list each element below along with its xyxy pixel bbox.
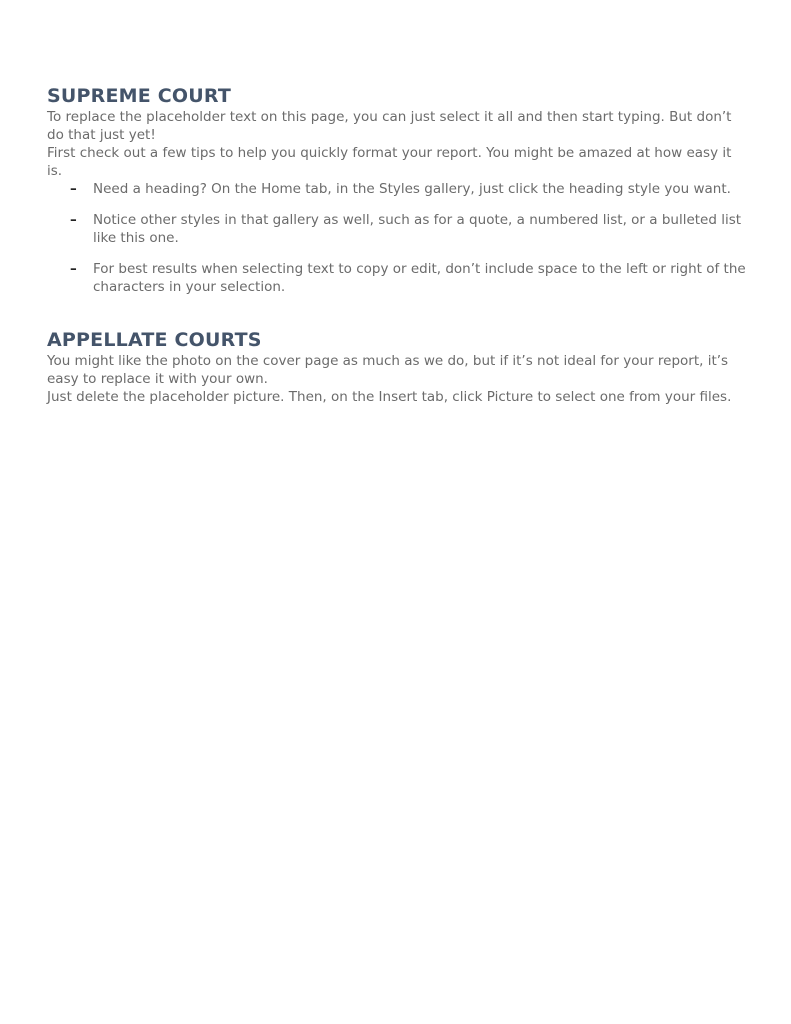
list-item-text: Notice other styles in that gallery as well, such as for a quote, a numbered list, or a bulleted list like this one.	[93, 212, 742, 246]
body-paragraph: First check out a few tips to help you quickly format your report. You might be amazed at how easy it is.	[47, 145, 732, 179]
list-item	[47, 260, 747, 296]
body-paragraph: Just delete the placeholder picture. Then, on the Insert tab, click Picture to select one from your files.	[47, 389, 732, 405]
dash-bullet-icon: –	[70, 212, 77, 228]
body-paragraph: To replace the placeholder text on this page, you can just select it all and then start typing. But don’t do that just yet!	[47, 109, 732, 143]
section-appellate-courts	[47, 328, 747, 406]
section-supreme-court	[47, 84, 747, 296]
body-paragraph: You might like the photo on the cover page as much as we do, but if it’s not ideal for your report, it’s easy to replace it with your own.	[47, 353, 729, 387]
tips-list	[47, 180, 747, 296]
section-heading: APPELLATE COURTS	[47, 329, 262, 351]
list-item-text: For best results when selecting text to copy or edit, don’t include space to the left or right of the characters in your selection.	[93, 261, 746, 295]
document-body	[47, 84, 747, 406]
section-heading: SUPREME COURT	[47, 85, 232, 107]
list-item	[47, 211, 747, 247]
list-item-text: Need a heading? On the Home tab, in the Styles gallery, just click the heading style you want.	[93, 181, 731, 197]
dash-bullet-icon: –	[70, 181, 77, 197]
list-item	[47, 180, 747, 198]
dash-bullet-icon: –	[70, 261, 77, 277]
